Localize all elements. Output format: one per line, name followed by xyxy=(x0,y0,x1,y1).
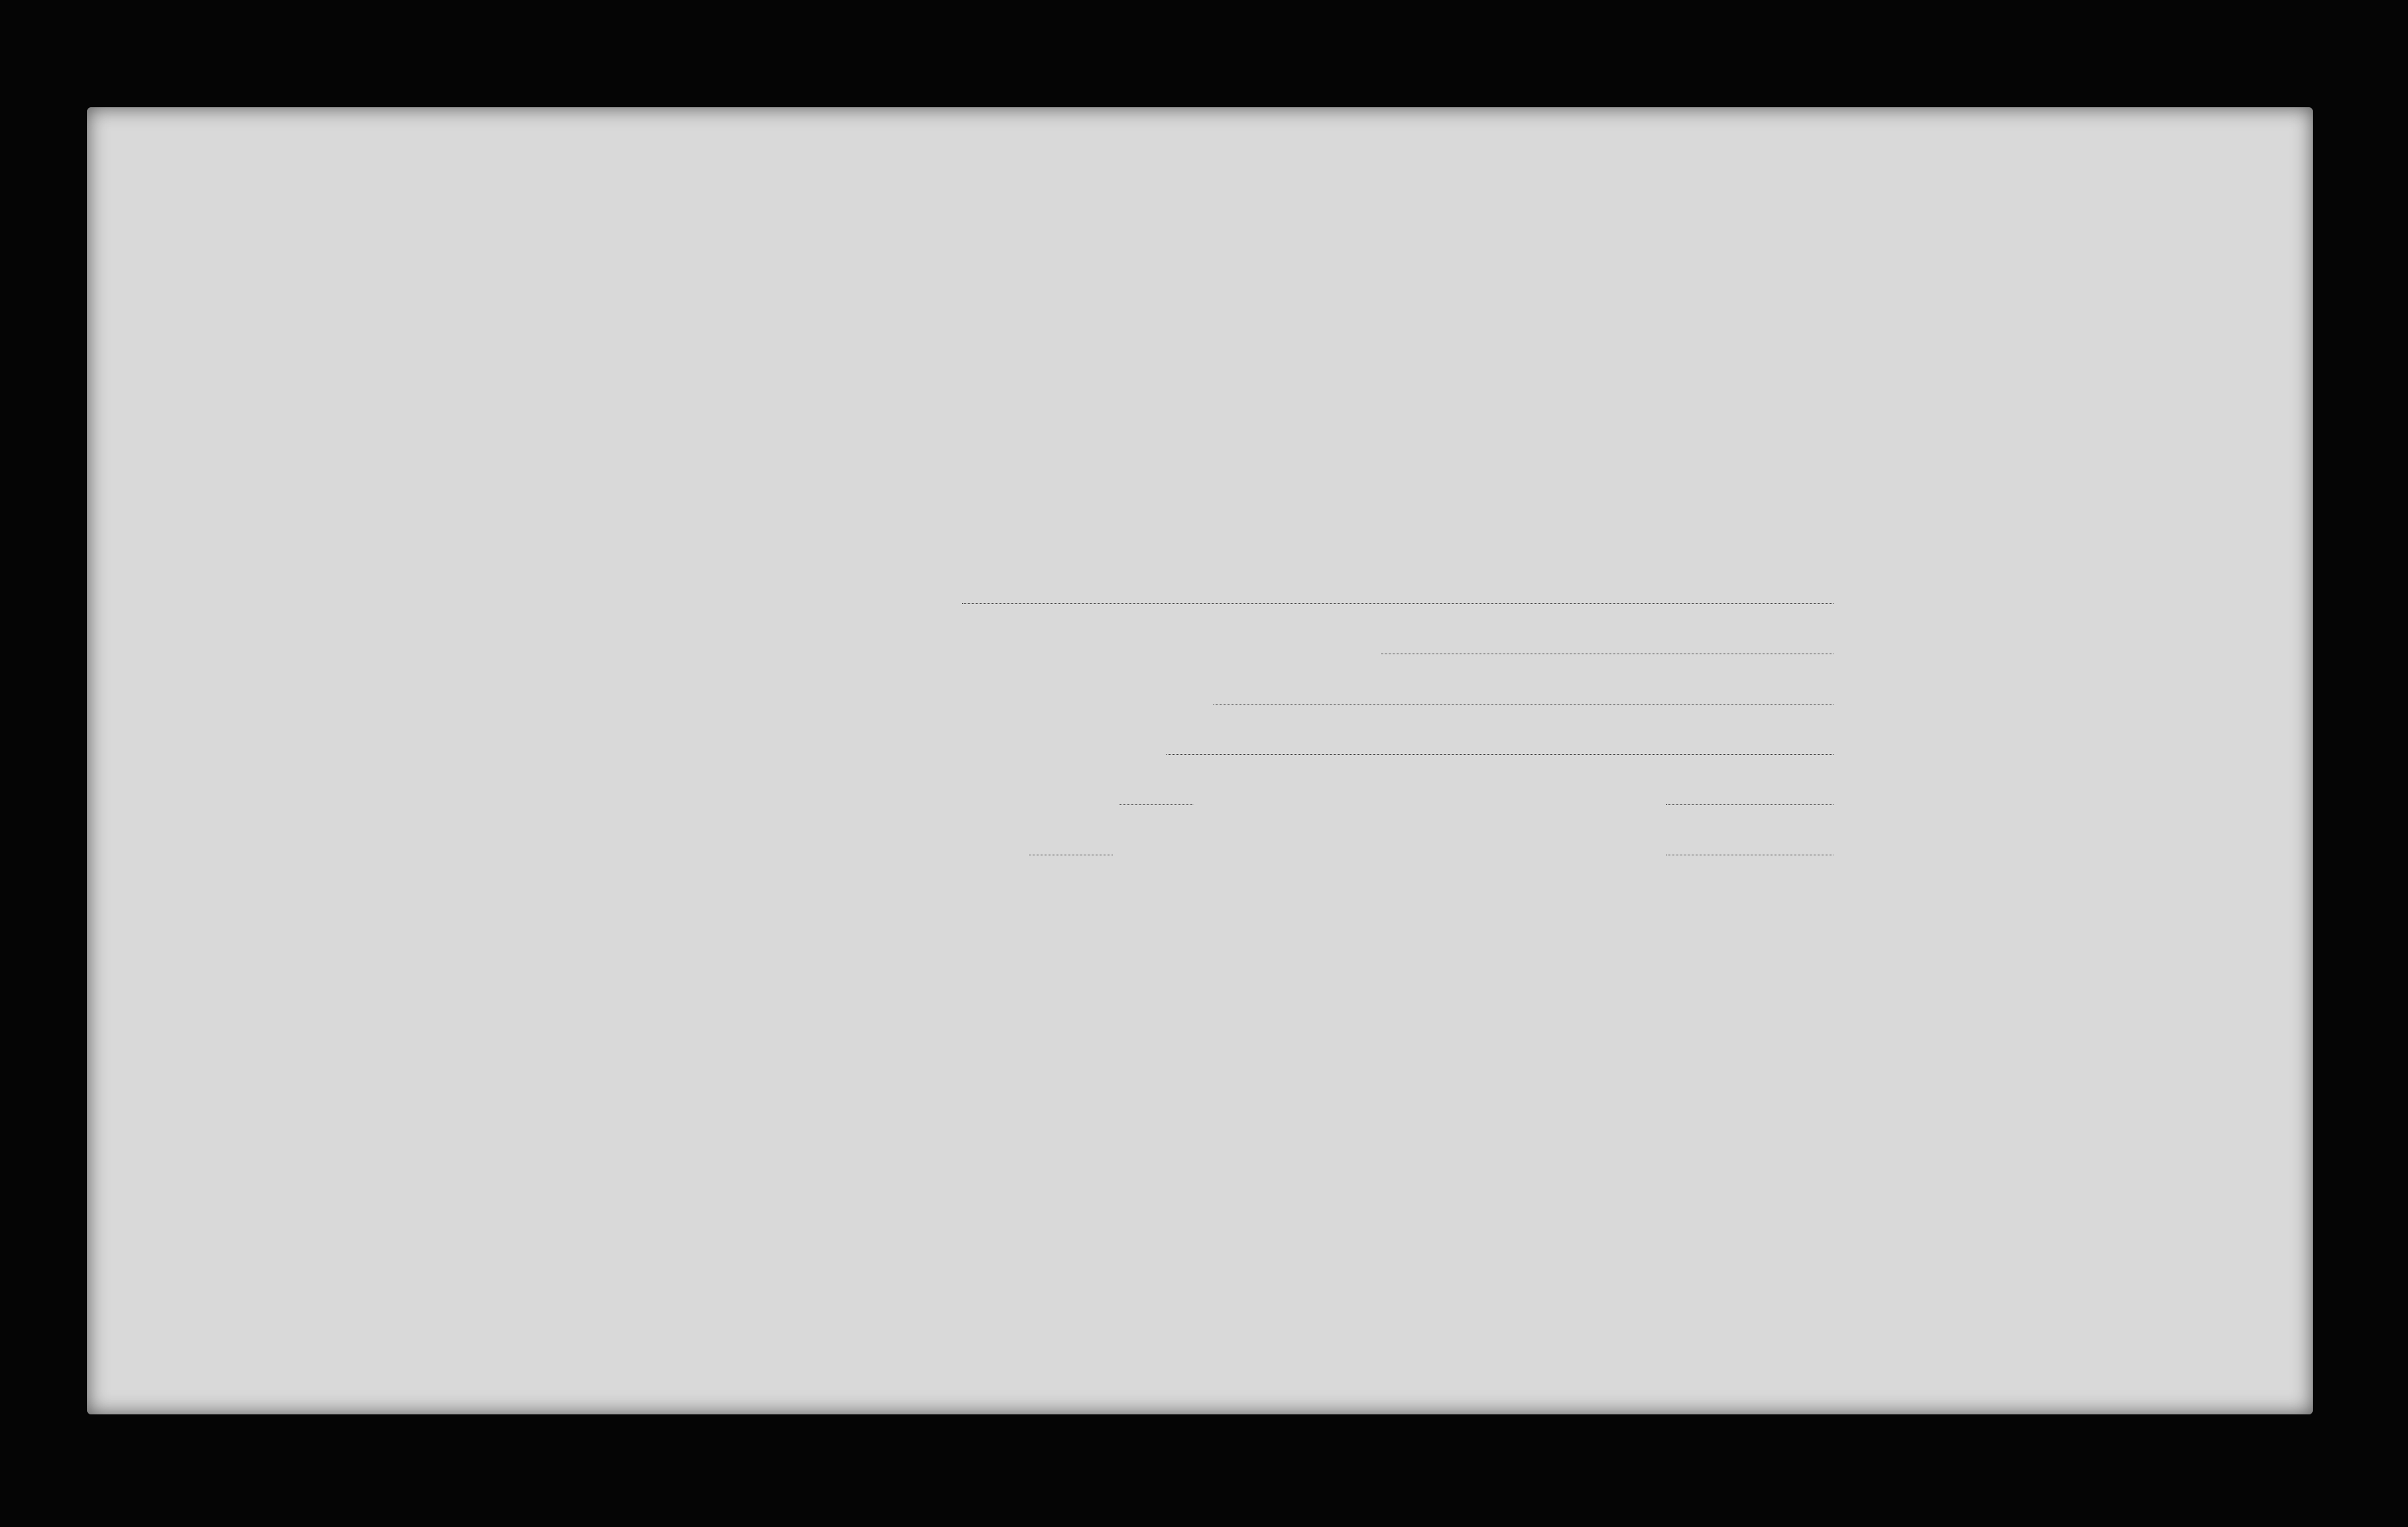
answer-line xyxy=(1666,804,1833,805)
answer-line xyxy=(1166,754,1833,755)
answer-line xyxy=(962,603,1833,604)
census-card-sheet xyxy=(87,107,2313,1414)
answer-line xyxy=(1213,704,1833,705)
answer-line xyxy=(1120,804,1193,805)
